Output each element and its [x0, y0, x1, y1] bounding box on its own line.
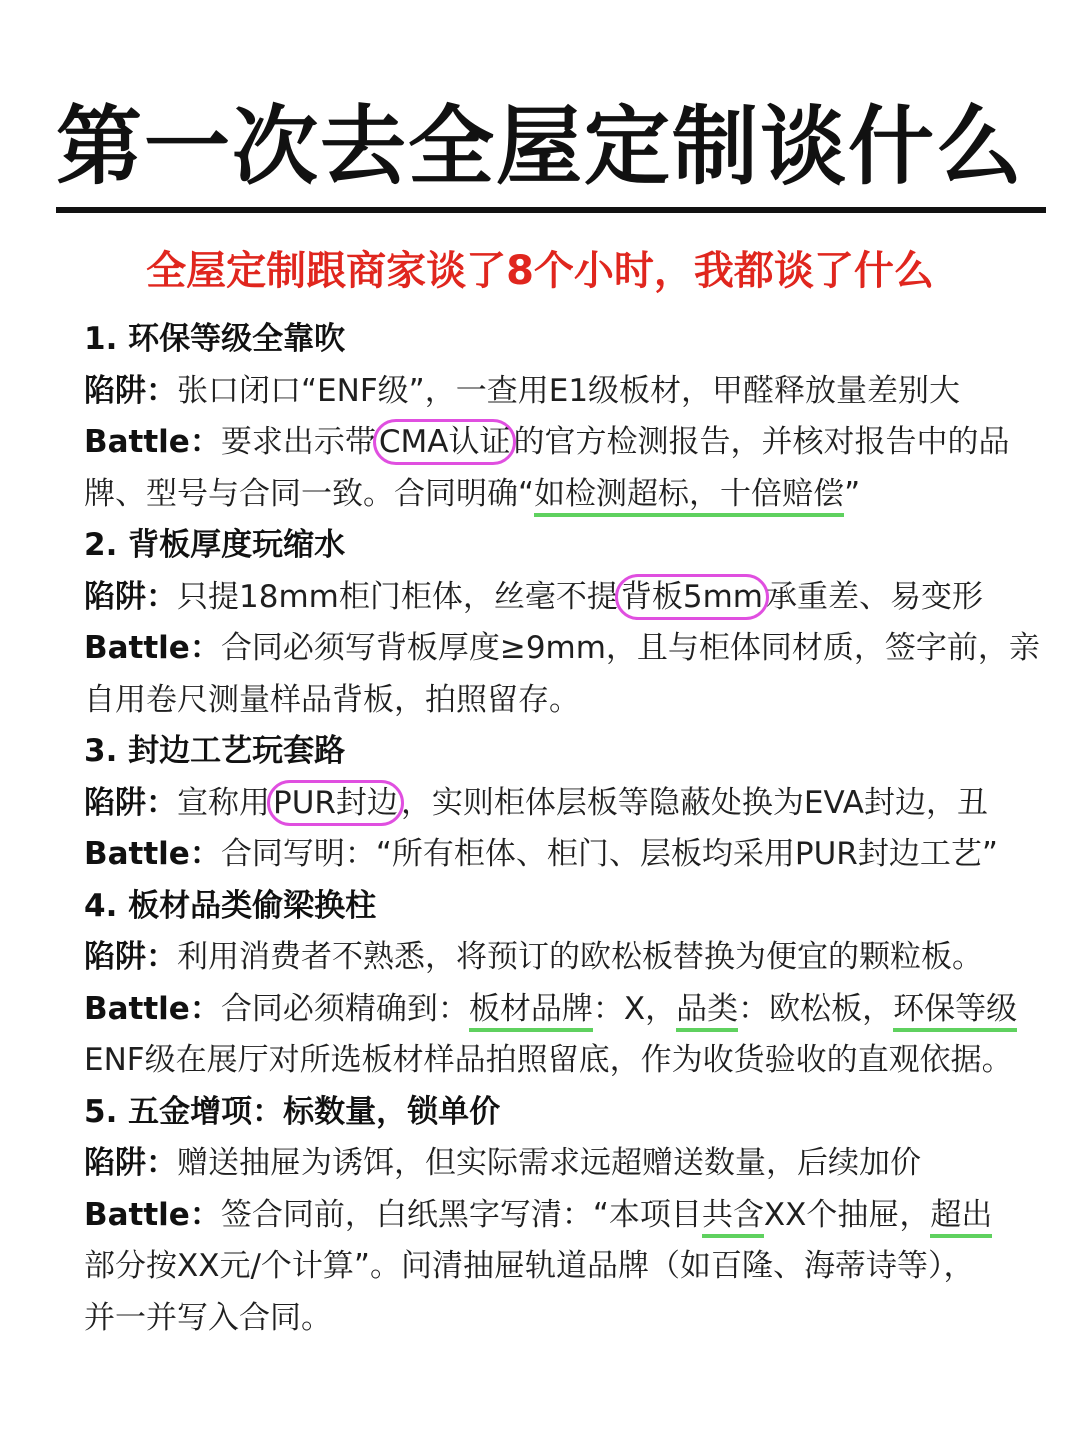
battle-text: 的官方检测报告，并核对报告中的品 — [513, 424, 1010, 460]
page-subtitle: 全屋定制跟商家谈了8个小时，我都谈了什么 — [146, 248, 934, 294]
highlight-underline: 共含 — [702, 1197, 764, 1238]
battle-text: ：X， — [592, 990, 677, 1027]
highlight-underline: 品类 — [676, 991, 738, 1032]
page-title: 第一次去全屋定制谈什么 — [56, 97, 1024, 197]
content-body — [84, 314, 1050, 1344]
battle-text: ：欧松板， — [738, 990, 894, 1027]
highlight-underline: 超出 — [930, 1197, 992, 1238]
battle-label: Battle： — [84, 1196, 221, 1233]
battle-label: Battle： — [84, 424, 221, 460]
section-3-heading: 3. 封边工艺玩套路 — [84, 733, 346, 769]
battle-label: Battle： — [84, 990, 221, 1027]
section-4-battle-cont: ENF级在展厅对所选板材样品拍照留底，作为收货验收的直观依据。 — [84, 1042, 1013, 1078]
trap-text: 只提18mm柜门柜体，丝毫不提 — [177, 578, 618, 615]
section-2-battle-cont: 自用卷尺测量样品背板，拍照留存。 — [84, 681, 580, 718]
trap-text: 利用消费者不熟悉，将预订的欧松板替换为便宜的颗粒板。 — [177, 939, 983, 975]
battle-text: 合同必须写背板厚度≥9mm，且与柜体同材质，签字前，亲 — [220, 630, 1040, 666]
section-5-battle-cont: 部分按XX元/个计算”。问清抽屉轨道品牌（如百隆、海蒂诗等）， — [84, 1248, 975, 1284]
section-5-battle — [84, 1190, 1050, 1242]
battle-text: 牌、型号与合同一致。合同明确“ — [84, 475, 535, 512]
battle-label: Battle： — [84, 836, 221, 872]
battle-label: Battle： — [84, 630, 221, 666]
section-2-heading: 2. 背板厚度玩缩水 — [84, 527, 346, 563]
highlight-circle: 背板5mm — [615, 574, 769, 620]
title-divider — [56, 207, 1046, 213]
section-1-battle — [84, 417, 1050, 469]
trap-label: 陷阱： — [84, 1145, 177, 1181]
trap-text: 承重差、易变形 — [765, 578, 983, 615]
battle-text: 要求出示带 — [220, 424, 376, 460]
highlight-underline: 板材品牌 — [469, 991, 593, 1032]
section-4-trap — [84, 932, 1050, 984]
section-1-trap — [84, 366, 1050, 418]
battle-text: ” — [844, 475, 861, 512]
section-2-trap — [84, 572, 1050, 624]
battle-text: 签合同前，白纸黑字写清：“本项目 — [220, 1196, 702, 1233]
highlight-circle: PUR封边 — [267, 780, 404, 826]
highlight-circle: CMA认证 — [373, 419, 517, 465]
highlight-underline: 环保等级 — [893, 991, 1017, 1032]
section-3-trap — [84, 778, 1050, 830]
section-5-trap — [84, 1138, 1050, 1190]
section-5-battle-cont-2: 并一并写入合同。 — [84, 1299, 332, 1336]
trap-text: ，实则柜体层板等隐蔽处换为EVA封边，丑 — [400, 784, 988, 821]
trap-text: 赠送抽屉为诱饵，但实际需求远超赠送数量，后续加价 — [177, 1145, 921, 1181]
section-5-heading: 5. 五金增项：标数量，锁单价 — [84, 1093, 501, 1130]
battle-text: 合同必须精确到： — [220, 990, 469, 1027]
trap-text: 张口闭口“ENF级”，一查用E1级板材，甲醛释放量差别大 — [177, 372, 961, 409]
section-4-heading: 4. 板材品类偷梁换柱 — [84, 887, 377, 924]
section-2-battle — [84, 623, 1050, 675]
section-4-battle — [84, 984, 1050, 1036]
battle-text: 合同写明：“所有柜体、柜门、层板均采用PUR封边工艺” — [220, 836, 998, 872]
trap-label: 陷阱： — [84, 578, 177, 615]
section-3-battle — [84, 829, 1050, 881]
section-1-battle-cont — [84, 469, 1050, 521]
trap-label: 陷阱： — [84, 784, 177, 821]
battle-text: XX个抽屉， — [763, 1196, 931, 1233]
trap-text: 宣称用 — [177, 784, 270, 821]
trap-label: 陷阱： — [84, 939, 177, 975]
highlight-underline: 如检测超标，十倍赔偿 — [534, 476, 844, 517]
trap-label: 陷阱： — [84, 372, 177, 409]
section-1-heading: 1. 环保等级全靠吹 — [84, 321, 346, 357]
